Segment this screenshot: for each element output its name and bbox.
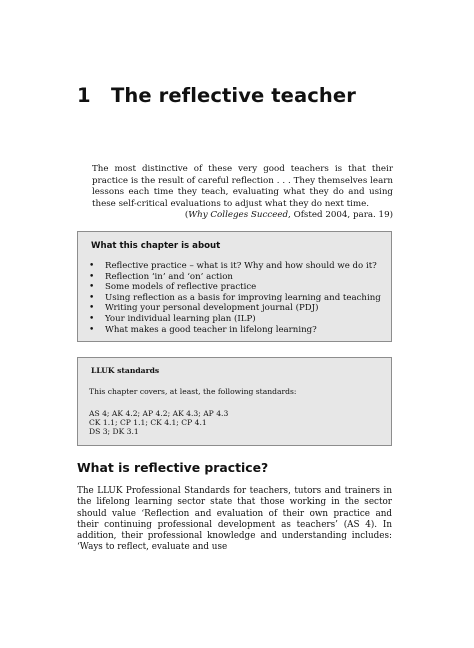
citation-title: Why Colleges Succeed	[188, 210, 289, 221]
list-item-text: Your individual learning plan (ILP)	[105, 313, 256, 324]
list-item-text: Writing your personal development journal (PDJ)	[105, 303, 319, 314]
chapter-overview-box	[77, 231, 392, 342]
standards-box	[77, 357, 392, 446]
bullet-icon: •	[89, 271, 95, 282]
bullet-icon: •	[89, 292, 95, 303]
standards-intro: This chapter covers, at least, the following standards:	[89, 387, 297, 396]
chapter-number: 1	[77, 84, 91, 107]
section-heading: What is reflective practice?	[77, 460, 269, 475]
list-item-text: What makes a good teacher in lifelong learning?	[105, 324, 317, 335]
list-item-text: Using reflection as a basis for improving learning and teaching	[105, 292, 381, 303]
list-item	[89, 293, 381, 304]
epigraph-citation	[92, 210, 393, 222]
standards-line: AS 4; AK 4.2; AP 4.2; AK 4.3; AP 4.3	[89, 409, 229, 418]
chapter-overview-heading: What this chapter is about	[91, 241, 221, 251]
epigraph-quote: The most distinctive of these very good teachers is that their practice is the result of careful reflection . . . They themselves learn lessons each time they teach, evaluating what they do and using these self-critical evaluations to adjust what they do next time.	[92, 164, 393, 209]
chapter-title	[77, 84, 356, 107]
bullet-icon: •	[89, 313, 95, 324]
bullet-icon: •	[89, 303, 95, 314]
epigraph	[92, 164, 393, 222]
list-item	[89, 282, 381, 293]
chapter-title-text: The reflective teacher	[111, 84, 356, 107]
list-item	[89, 303, 381, 314]
standards-heading: LLUK standards	[91, 366, 160, 375]
bullet-icon: •	[89, 261, 95, 271]
bullet-icon: •	[89, 324, 95, 335]
list-item	[89, 272, 381, 283]
body-paragraph: The LLUK Professional Standards for teachers, tutors and trainers in the lifelong learning sector state that those working in the sector should value ‘Reflection and evaluation of their own practice and their continuing professional development as teachers’ (AS 4). In addition, their professional knowledge and understanding includes: ‘Ways to reflect, evaluate and use	[77, 486, 392, 553]
standards-list	[89, 409, 228, 437]
list-item-text: Some models of reflective practice	[105, 282, 257, 293]
standards-line: DS 3; DK 3.1	[89, 427, 139, 437]
citation-open: (	[184, 210, 189, 221]
chapter-overview-list	[89, 261, 381, 335]
bullet-icon: •	[89, 282, 95, 293]
list-item	[89, 325, 381, 336]
standards-line: CK 1.1; CP 1.1; CK 4.1; CP 4.1	[89, 418, 207, 428]
list-item-text: Reflection ‘in’ and ‘on’ action	[105, 271, 233, 282]
list-item-text: Reflective practice – what is it? Why and how should we do it?	[105, 261, 377, 271]
list-item	[89, 314, 381, 325]
list-item	[89, 261, 381, 272]
citation-rest: , Ofsted 2004, para. 19)	[288, 210, 393, 221]
